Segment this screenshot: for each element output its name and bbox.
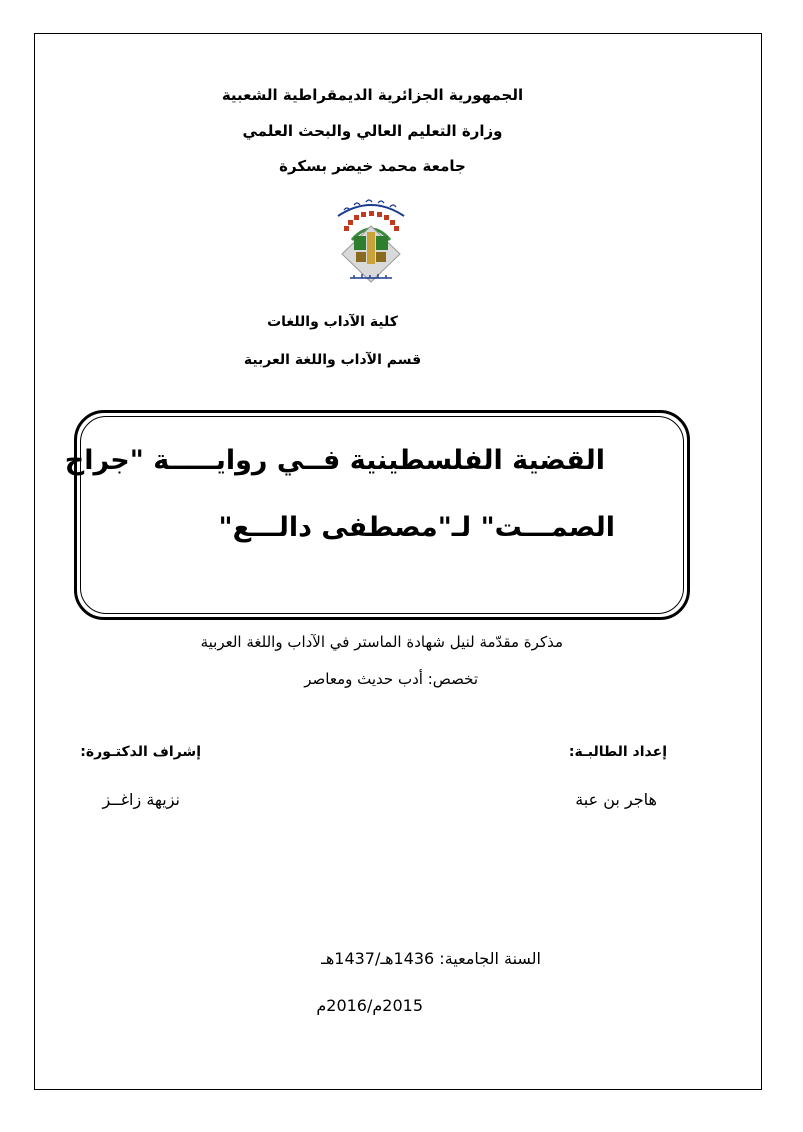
republic-heading: الجمهورية الجزائرية الديمقراطية الشعبية xyxy=(221,86,524,104)
thesis-title-inner-frame xyxy=(64,416,684,614)
supervisor-name: نزيهة زاغــز xyxy=(102,790,180,809)
student-name: هاجر بن عبة xyxy=(575,790,657,809)
specialty-statement: تخصص: أدب حديث ومعاصر xyxy=(304,670,478,688)
faculty-name: كلية الآداب واللغات xyxy=(267,314,398,330)
degree-statement: مذكرة مقدّمة لنيل شهادة الماستر في الآداب واللغة العربية xyxy=(200,633,563,651)
academic-year-gregorian: 2015م/2016م xyxy=(316,996,423,1015)
department-name: قسم الآداب واللغة العربية xyxy=(243,352,422,368)
supervisor-label: إشراف الدكتـورة: xyxy=(80,744,201,760)
ministry-heading: وزارة التعليم العالي والبحث العلمي xyxy=(242,122,503,140)
student-label: إعداد الطالبـة: xyxy=(568,744,667,760)
thesis-title-line-2: الصمـــت" لـ"مصطفى دالـــع" xyxy=(218,512,615,543)
university-seal-icon xyxy=(332,196,410,286)
thesis-title-line-1: القضية الفلسطينية فــي روايـــــة "جراح xyxy=(64,445,605,476)
university-heading: جامعة محمد خيضر بسكرة xyxy=(279,157,466,175)
academic-year-hijri: السنة الجامعية: 1436هـ/1437هـ xyxy=(321,949,541,968)
thesis-title-frame xyxy=(64,410,690,620)
